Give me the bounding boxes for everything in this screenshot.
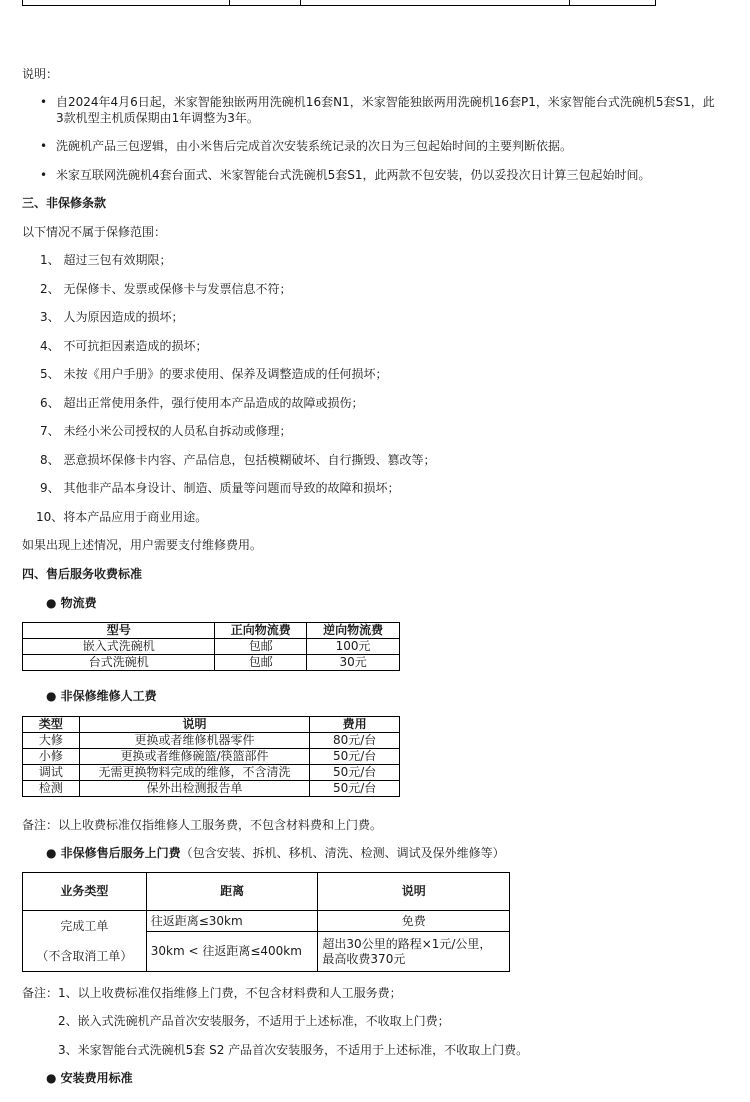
header-cell: 逆向物流费 — [307, 623, 400, 639]
table-cell: 包邮 — [215, 639, 307, 655]
business-type-line-2: （不含取消工单） — [36, 949, 133, 963]
note-1-line-1: 自2024年4月6日起，米家智能独嵌两用洗碗机16套N1，米家智能独嵌两用洗碗机16套P1，米家智能台式洗碗机5套S1，此 — [56, 95, 715, 109]
visit-fee-table — [22, 872, 510, 972]
table-cell: 小修 — [23, 749, 80, 765]
table-row — [23, 911, 510, 932]
visit-title-suffix: （包含安装、拆机、移机、清洗、检测、调试及保外维修等） — [180, 846, 505, 860]
install-fee-title: ● 安装费用标准 — [46, 1071, 133, 1085]
exclusion-item: 4、 不可抗拒因素造成的损坏； — [40, 339, 208, 353]
labor-note: 备注：以上收费标准仅指维修人工服务费，不包含材料费和上门费。 — [22, 818, 383, 832]
table-cell: 保外出检测报告单 — [79, 781, 309, 797]
bullet-icon: • — [40, 168, 48, 182]
exclusion-item: 9、 其他非产品本身设计、制造、质量等问题而导致的故障和损坏； — [40, 481, 400, 495]
table-row — [23, 781, 400, 797]
fee-description-line-2: 最高收费370元 — [322, 951, 406, 966]
table-cell: 50元/台 — [310, 765, 400, 781]
table-cell: 免费 — [318, 911, 510, 932]
header-cell: 距离 — [146, 873, 318, 911]
table-cell: 50元/台 — [310, 781, 400, 797]
visit-note-3: 3、米家智能台式洗碗机5套 S2 产品首次安装服务，不适用于上述标准，不收取上门费。 — [58, 1043, 529, 1057]
section3-intro: 以下情况不属于保修范围： — [22, 225, 167, 239]
labor-table — [22, 716, 400, 797]
exclusion-item: 2、 无保修卡、发票或保修卡与发票信息不符； — [40, 282, 292, 296]
table-cell — [318, 932, 510, 972]
visit-note-1: 备注：1、以上收费标准仅指维修上门费，不包含材料费和人工服务费； — [22, 986, 402, 1000]
header-cell: 类型 — [23, 717, 80, 733]
table-row — [23, 749, 400, 765]
business-type-cell — [23, 911, 147, 972]
table-row — [23, 639, 400, 655]
section3-title: 三、非保修条款 — [22, 196, 107, 210]
visit-title: ● 非保修售后服务上门费 — [46, 846, 181, 860]
table-cell: 更换或者维修碗篮/筷篮部件 — [79, 749, 309, 765]
note-2: 洗碗机产品三包逻辑，由小米售后完成首次安装系统记录的次日为三包起始时间的主要判断依据。 — [56, 139, 573, 153]
previous-table-bottom — [22, 0, 656, 6]
table-header-row — [23, 623, 400, 639]
table-cell: 100元 — [307, 639, 400, 655]
header-cell: 说明 — [318, 873, 510, 911]
labor-title: ● 非保修维修人工费 — [46, 689, 157, 703]
exclusion-item: 5、 未按《用户手册》的要求使用、保养及调整造成的任何损坏； — [40, 367, 388, 381]
table-cell: 更换或者维修机器零件 — [79, 733, 309, 749]
bullet-icon: • — [40, 95, 48, 109]
exclusion-item: 3、 人为原因造成的损坏； — [40, 310, 184, 324]
logistics-table — [22, 622, 400, 671]
exclusion-item: 6、 超出正常使用条件，强行使用本产品造成的故障或损伤； — [40, 396, 364, 410]
header-cell: 正向物流费 — [215, 623, 307, 639]
section3-footer: 如果出现上述情况，用户需要支付维修费用。 — [22, 538, 263, 552]
note-3: 米家互联网洗碗机4套台面式、米家智能台式洗碗机5套S1，此两款不包安装，仍以妥投次日计算三包起始时间。 — [56, 168, 651, 182]
table-cell: 50元/台 — [310, 749, 400, 765]
visit-title-line — [46, 845, 505, 861]
header-cell: 说明 — [79, 717, 309, 733]
fee-description-line-1: 超出30公里的路程×1元/公里， — [322, 936, 492, 951]
bullet-icon: • — [40, 139, 48, 153]
logistics-title: ● 物流费 — [46, 596, 97, 610]
table-row — [23, 655, 400, 671]
exclusion-item: 8、 恶意损坏保修卡内容、产品信息，包括模糊破坏、自行撕毁、篡改等； — [40, 453, 436, 467]
table-cell: 往返距离≤30km — [146, 911, 318, 932]
table-row — [23, 765, 400, 781]
header-cell: 型号 — [23, 623, 215, 639]
table-row — [23, 733, 400, 749]
exclusion-item: 10、将本产品应用于商业用途。 — [36, 510, 208, 524]
exclusion-item: 7、 未经小米公司授权的人员私自拆动或修理； — [40, 424, 292, 438]
table-cell: 30km < 往返距离≤400km — [146, 932, 318, 972]
visit-note-2: 2、嵌入式洗碗机产品首次安装服务，不适用于上述标准，不收取上门费； — [58, 1014, 450, 1028]
note-1-line-2: 3款机型主机质保期由1年调整为3年。 — [56, 111, 259, 125]
table-cell: 大修 — [23, 733, 80, 749]
table-header-row — [23, 873, 510, 911]
header-cell: 业务类型 — [23, 873, 147, 911]
table-cell: 台式洗碗机 — [23, 655, 215, 671]
notes-title: 说明： — [22, 67, 59, 81]
table-header-row — [23, 717, 400, 733]
section4-title: 四、售后服务收费标准 — [22, 567, 143, 581]
table-cell: 嵌入式洗碗机 — [23, 639, 215, 655]
business-type-line-1: 完成工单 — [60, 919, 109, 933]
table-cell: 检测 — [23, 781, 80, 797]
table-cell: 调试 — [23, 765, 80, 781]
table-cell: 包邮 — [215, 655, 307, 671]
table-cell: 80元/台 — [310, 733, 400, 749]
header-cell: 费用 — [310, 717, 400, 733]
exclusion-item: 1、 超过三包有效期限； — [40, 253, 172, 267]
table-cell: 无需更换物料完成的维修，不含清洗 — [79, 765, 309, 781]
table-cell: 30元 — [307, 655, 400, 671]
